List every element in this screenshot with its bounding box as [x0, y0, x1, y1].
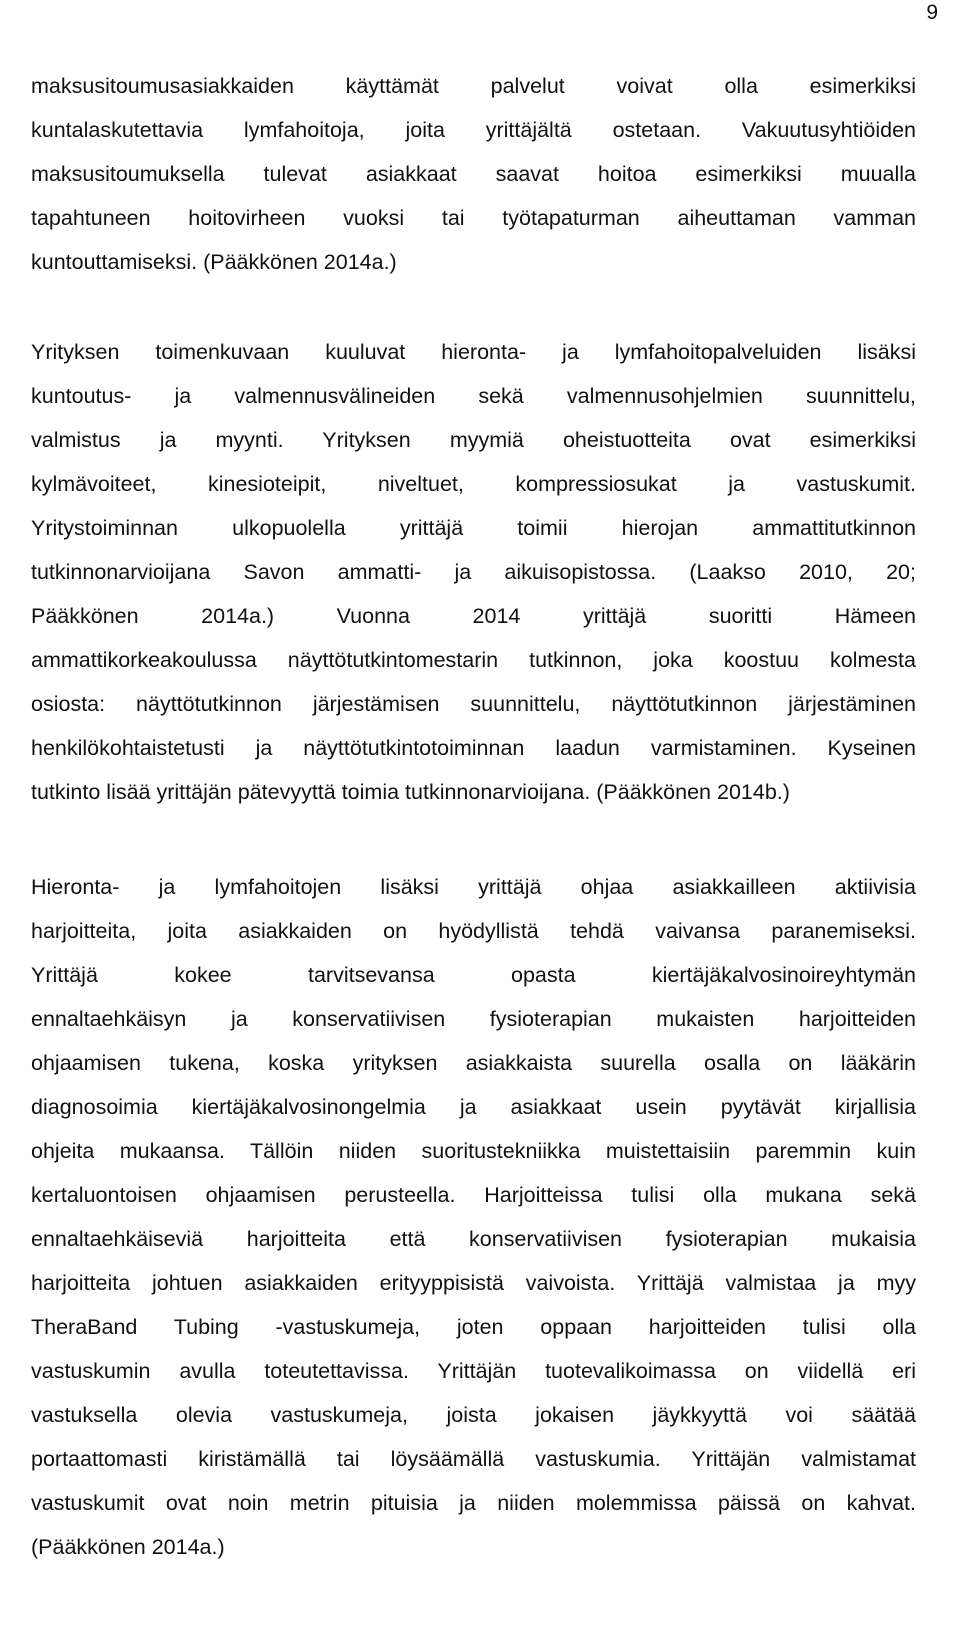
text-line: ennaltaehkäiseviä harjoitteita että konservatiivisen fysioterapian mukaisia	[31, 1227, 916, 1251]
text-line: ohjeita mukaansa. Tällöin niiden suoritustekniikka muistettaisiin paremmin kuin	[31, 1139, 916, 1163]
text-line: henkilökohtaistetusti ja näyttötutkintotoiminnan laadun varmistaminen. Kyseinen	[31, 736, 916, 760]
text-line: maksusitoumuksella tulevat asiakkaat saavat hoitoa esimerkiksi muualla	[31, 162, 916, 186]
text-line: harjoitteita, joita asiakkaiden on hyödyllistä tehdä vaivansa paranemiseksi.	[31, 919, 916, 943]
text-line: tutkinnonarvioijana Savon ammatti- ja aikuisopistossa. (Laakso 2010, 20;	[31, 560, 916, 584]
text-line: kertaluontoisen ohjaamisen perusteella. Harjoitteissa tulisi olla mukana sekä	[31, 1183, 916, 1207]
text-line: tutkinto lisää yrittäjän pätevyyttä toimia tutkinnonarvioijana. (Pääkkönen 2014b.)	[31, 780, 790, 804]
page-number: 9	[926, 1, 938, 24]
text-line: harjoitteita johtuen asiakkaiden erityyppisistä vaivoista. Yrittäjä valmistaa ja myy	[31, 1271, 916, 1295]
text-line: Yritystoiminnan ulkopuolella yrittäjä toimii hierojan ammattitutkinnon	[31, 516, 916, 540]
text-line: vastuksella olevia vastuskumeja, joista jokaisen jäykkyyttä voi säätää	[31, 1403, 916, 1427]
text-line: tapahtuneen hoitovirheen vuoksi tai työtapaturman aiheuttaman vamman	[31, 206, 916, 230]
text-line: (Pääkkönen 2014a.)	[31, 1535, 225, 1559]
text-line: kuntalaskutettavia lymfahoitoja, joita yrittäjältä ostetaan. Vakuutusyhtiöiden	[31, 118, 916, 142]
text-line: Yrityksen toimenkuvaan kuuluvat hieronta- ja lymfahoitopalveluiden lisäksi	[31, 340, 916, 364]
text-line: Pääkkönen 2014a.) Vuonna 2014 yrittäjä suoritti Hämeen	[31, 604, 916, 628]
text-line: kuntouttamiseksi. (Pääkkönen 2014a.)	[31, 250, 397, 274]
paragraph-1	[31, 64, 916, 284]
text-line: valmistus ja myynti. Yrityksen myymiä oheistuotteita ovat esimerkiksi	[31, 428, 916, 452]
paragraph-2	[31, 330, 916, 814]
text-line: Hieronta- ja lymfahoitojen lisäksi yrittäjä ohjaa asiakkailleen aktiivisia	[31, 875, 916, 899]
text-line: vastuskumit ovat noin metrin pituisia ja niiden molemmissa päissä on kahvat.	[31, 1491, 916, 1515]
text-line: osiosta: näyttötutkinnon järjestämisen suunnittelu, näyttötutkinnon järjestäminen	[31, 692, 916, 716]
text-line: maksusitoumusasiakkaiden käyttämät palvelut voivat olla esimerkiksi	[31, 74, 916, 98]
text-line: Yrittäjä kokee tarvitsevansa opasta kiertäjäkalvosinoireyhtymän	[31, 963, 916, 987]
text-line: kylmävoiteet, kinesioteipit, niveltuet, kompressiosukat ja vastuskumit.	[31, 472, 916, 496]
text-line: portaattomasti kiristämällä tai löysäämällä vastuskumia. Yrittäjän valmistamat	[31, 1447, 916, 1471]
text-line: kuntoutus- ja valmennusvälineiden sekä valmennusohjelmien suunnittelu,	[31, 384, 916, 408]
text-line: ohjaamisen tukena, koska yrityksen asiakkaista suurella osalla on lääkärin	[31, 1051, 916, 1075]
text-line: diagnosoimia kiertäjäkalvosinongelmia ja asiakkaat usein pyytävät kirjallisia	[31, 1095, 916, 1119]
text-line: vastuskumin avulla toteutettavissa. Yrittäjän tuotevalikoimassa on viidellä eri	[31, 1359, 916, 1383]
text-line: TheraBand Tubing -vastuskumeja, joten oppaan harjoitteiden tulisi olla	[31, 1315, 916, 1339]
text-line: ammattikorkeakoulussa näyttötutkintomestarin tutkinnon, joka koostuu kolmesta	[31, 648, 916, 672]
paragraph-3	[31, 865, 916, 1569]
text-line: ennaltaehkäisyn ja konservatiivisen fysioterapian mukaisten harjoitteiden	[31, 1007, 916, 1031]
